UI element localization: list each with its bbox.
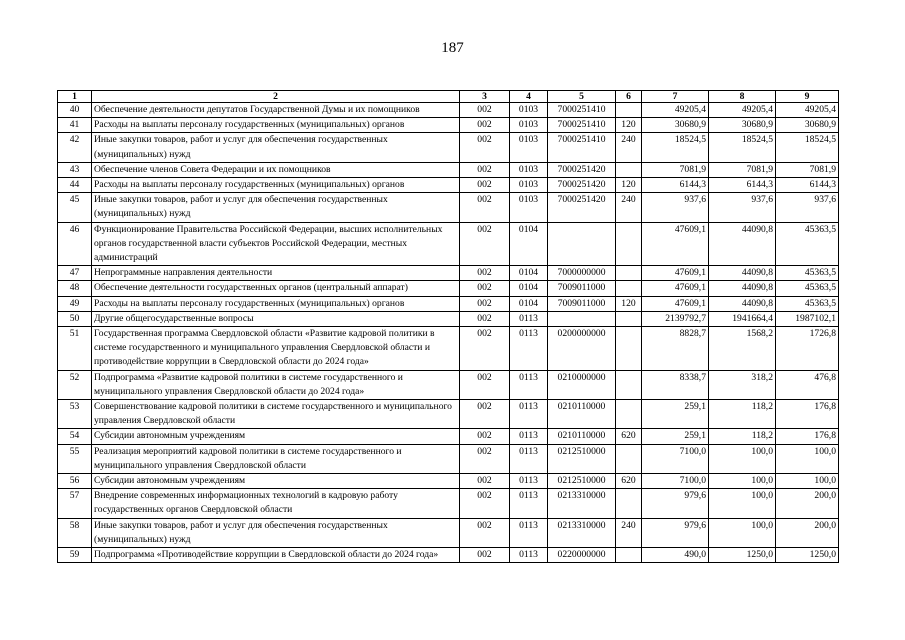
row-name: Субсидии автономным учреждениям — [92, 429, 460, 444]
table-row — [58, 133, 839, 162]
row-number: 59 — [58, 548, 92, 563]
target-article-code: 0210110000 — [548, 429, 616, 444]
amount-2: 318,2 — [709, 370, 776, 399]
column-header: 4 — [510, 91, 548, 103]
amount-3: 200,0 — [776, 489, 839, 518]
column-header: 7 — [642, 91, 709, 103]
amount-2: 44090,8 — [709, 296, 776, 311]
row-name: Иные закупки товаров, работ и услуг для обеспечения государственных (муниципальных) нужд — [92, 518, 460, 547]
table-row — [58, 296, 839, 311]
row-number: 45 — [58, 193, 92, 222]
amount-1: 47609,1 — [642, 222, 709, 266]
amount-1: 490,0 — [642, 548, 709, 563]
table-row — [58, 103, 839, 118]
expense-type-code — [616, 400, 642, 429]
row-name: Другие общегосударственные вопросы — [92, 311, 460, 326]
row-number: 40 — [58, 103, 92, 118]
row-name: Иные закупки товаров, работ и услуг для обеспечения государственных (муниципальных) нужд — [92, 133, 460, 162]
row-number: 49 — [58, 296, 92, 311]
table-row — [58, 162, 839, 177]
amount-3: 45363,5 — [776, 266, 839, 281]
table-header-row — [58, 91, 839, 103]
expense-type-code — [616, 222, 642, 266]
amount-2: 118,2 — [709, 400, 776, 429]
subsection-code: 0104 — [510, 281, 548, 296]
target-article-code: 7000251410 — [548, 133, 616, 162]
row-name: Обеспечение деятельности государственных органов (центральный аппарат) — [92, 281, 460, 296]
ministry-code: 002 — [460, 518, 510, 547]
amount-3: 476,8 — [776, 370, 839, 399]
amount-2: 100,0 — [709, 518, 776, 547]
target-article-code: 7000251420 — [548, 162, 616, 177]
ministry-code: 002 — [460, 103, 510, 118]
target-article-code — [548, 222, 616, 266]
ministry-code: 002 — [460, 296, 510, 311]
amount-3: 176,8 — [776, 400, 839, 429]
target-article-code: 7009011000 — [548, 296, 616, 311]
expense-type-code: 240 — [616, 133, 642, 162]
subsection-code: 0103 — [510, 133, 548, 162]
row-number: 50 — [58, 311, 92, 326]
target-article-code: 0210000000 — [548, 370, 616, 399]
amount-2: 7081,9 — [709, 162, 776, 177]
amount-1: 7081,9 — [642, 162, 709, 177]
subsection-code: 0103 — [510, 118, 548, 133]
row-number: 54 — [58, 429, 92, 444]
column-header: 8 — [709, 91, 776, 103]
table-row — [58, 222, 839, 266]
subsection-code: 0103 — [510, 103, 548, 118]
amount-3: 100,0 — [776, 444, 839, 473]
subsection-code: 0104 — [510, 296, 548, 311]
table-row — [58, 548, 839, 563]
ministry-code: 002 — [460, 281, 510, 296]
row-name: Расходы на выплаты персоналу государственных (муниципальных) органов — [92, 118, 460, 133]
row-number: 46 — [58, 222, 92, 266]
row-name: Обеспечение деятельности депутатов Государственной Думы и их помощников — [92, 103, 460, 118]
column-header: 1 — [58, 91, 92, 103]
expense-type-code: 120 — [616, 118, 642, 133]
amount-3: 200,0 — [776, 518, 839, 547]
row-number: 51 — [58, 327, 92, 371]
subsection-code: 0113 — [510, 489, 548, 518]
ministry-code: 002 — [460, 222, 510, 266]
table-body — [58, 103, 839, 563]
amount-3: 1987102,1 — [776, 311, 839, 326]
expense-type-code — [616, 281, 642, 296]
column-header: 9 — [776, 91, 839, 103]
expense-type-code: 620 — [616, 474, 642, 489]
expense-type-code — [616, 489, 642, 518]
amount-2: 49205,4 — [709, 103, 776, 118]
amount-3: 18524,5 — [776, 133, 839, 162]
amount-1: 8338,7 — [642, 370, 709, 399]
amount-2: 937,6 — [709, 193, 776, 222]
subsection-code: 0113 — [510, 370, 548, 399]
amount-2: 100,0 — [709, 444, 776, 473]
subsection-code: 0113 — [510, 311, 548, 326]
amount-3: 49205,4 — [776, 103, 839, 118]
subsection-code: 0113 — [510, 429, 548, 444]
target-article-code: 0212510000 — [548, 444, 616, 473]
amount-3: 6144,3 — [776, 178, 839, 193]
ministry-code: 002 — [460, 474, 510, 489]
target-article-code: 0200000000 — [548, 327, 616, 371]
target-article-code: 0212510000 — [548, 474, 616, 489]
amount-3: 176,8 — [776, 429, 839, 444]
table-row — [58, 281, 839, 296]
amount-3: 1726,8 — [776, 327, 839, 371]
amount-3: 7081,9 — [776, 162, 839, 177]
amount-1: 47609,1 — [642, 266, 709, 281]
row-number: 42 — [58, 133, 92, 162]
row-number: 58 — [58, 518, 92, 547]
subsection-code: 0113 — [510, 474, 548, 489]
target-article-code: 7009011000 — [548, 281, 616, 296]
amount-3: 30680,9 — [776, 118, 839, 133]
row-name: Расходы на выплаты персоналу государственных (муниципальных) органов — [92, 296, 460, 311]
table-row — [58, 266, 839, 281]
expense-type-code — [616, 162, 642, 177]
row-number: 43 — [58, 162, 92, 177]
amount-1: 47609,1 — [642, 296, 709, 311]
expense-type-code — [616, 311, 642, 326]
expense-type-code — [616, 370, 642, 399]
amount-2: 1250,0 — [709, 548, 776, 563]
amount-3: 45363,5 — [776, 296, 839, 311]
amount-1: 18524,5 — [642, 133, 709, 162]
column-header: 6 — [616, 91, 642, 103]
ministry-code: 002 — [460, 370, 510, 399]
expense-type-code: 240 — [616, 193, 642, 222]
ministry-code: 002 — [460, 311, 510, 326]
amount-2: 18524,5 — [709, 133, 776, 162]
amount-1: 979,6 — [642, 489, 709, 518]
amount-3: 45363,5 — [776, 222, 839, 266]
row-name: Непрограммные направления деятельности — [92, 266, 460, 281]
table-row — [58, 489, 839, 518]
amount-1: 259,1 — [642, 429, 709, 444]
subsection-code: 0103 — [510, 162, 548, 177]
target-article-code: 0220000000 — [548, 548, 616, 563]
expense-type-code: 620 — [616, 429, 642, 444]
table-row — [58, 518, 839, 547]
column-header: 3 — [460, 91, 510, 103]
amount-3: 100,0 — [776, 474, 839, 489]
target-article-code: 0213310000 — [548, 518, 616, 547]
row-name: Государственная программа Свердловской области «Развитие кадровой политики в системе государственного и муниципального управления Свердловской области и противодействие коррупции в Свердловской области до 2024 года» — [92, 327, 460, 371]
budget-table — [57, 90, 839, 563]
amount-1: 30680,9 — [642, 118, 709, 133]
amount-2: 100,0 — [709, 474, 776, 489]
subsection-code: 0104 — [510, 266, 548, 281]
table-row — [58, 311, 839, 326]
target-article-code: 7000251420 — [548, 193, 616, 222]
subsection-code: 0113 — [510, 518, 548, 547]
target-article-code: 0213310000 — [548, 489, 616, 518]
table-row — [58, 400, 839, 429]
subsection-code: 0104 — [510, 222, 548, 266]
expense-type-code — [616, 103, 642, 118]
amount-2: 44090,8 — [709, 266, 776, 281]
expense-type-code: 120 — [616, 296, 642, 311]
row-name: Подпрограмма «Противодействие коррупции в Свердловской области до 2024 года» — [92, 548, 460, 563]
row-name: Функционирование Правительства Российской Федерации, высших исполнительных органов государственной власти субъектов Российской Федерации, местных администраций — [92, 222, 460, 266]
subsection-code: 0113 — [510, 444, 548, 473]
column-header: 2 — [92, 91, 460, 103]
amount-2: 1568,2 — [709, 327, 776, 371]
table-row — [58, 444, 839, 473]
amount-1: 47609,1 — [642, 281, 709, 296]
amount-2: 1941664,4 — [709, 311, 776, 326]
ministry-code: 002 — [460, 178, 510, 193]
amount-1: 6144,3 — [642, 178, 709, 193]
amount-2: 6144,3 — [709, 178, 776, 193]
row-name: Обеспечение членов Совета Федерации и их помощников — [92, 162, 460, 177]
row-name: Иные закупки товаров, работ и услуг для обеспечения государственных (муниципальных) нужд — [92, 193, 460, 222]
expense-type-code: 120 — [616, 178, 642, 193]
page-number: 187 — [441, 40, 464, 56]
table-row — [58, 327, 839, 371]
ministry-code: 002 — [460, 133, 510, 162]
expense-type-code — [616, 327, 642, 371]
row-number: 57 — [58, 489, 92, 518]
row-name: Совершенствование кадровой политики в системе государственного и муниципального управления Свердловской области — [92, 400, 460, 429]
row-number: 48 — [58, 281, 92, 296]
amount-2: 118,2 — [709, 429, 776, 444]
amount-1: 49205,4 — [642, 103, 709, 118]
amount-3: 1250,0 — [776, 548, 839, 563]
amount-3: 45363,5 — [776, 281, 839, 296]
amount-2: 44090,8 — [709, 281, 776, 296]
amount-1: 2139792,7 — [642, 311, 709, 326]
row-name: Внедрение современных информационных технологий в кадровую работу государственных органов Свердловской области — [92, 489, 460, 518]
amount-1: 7100,0 — [642, 474, 709, 489]
target-article-code: 7000251410 — [548, 103, 616, 118]
row-number: 44 — [58, 178, 92, 193]
amount-3: 937,6 — [776, 193, 839, 222]
table-row — [58, 178, 839, 193]
target-article-code: 7000251410 — [548, 118, 616, 133]
ministry-code: 002 — [460, 266, 510, 281]
amount-2: 100,0 — [709, 489, 776, 518]
subsection-code: 0103 — [510, 178, 548, 193]
subsection-code: 0113 — [510, 400, 548, 429]
row-name: Реализация мероприятий кадровой политики в системе государственного и муниципального управления Свердловской области — [92, 444, 460, 473]
ministry-code: 002 — [460, 444, 510, 473]
row-number: 52 — [58, 370, 92, 399]
amount-1: 979,6 — [642, 518, 709, 547]
table-row — [58, 370, 839, 399]
ministry-code: 002 — [460, 489, 510, 518]
row-name: Субсидии автономным учреждениям — [92, 474, 460, 489]
amount-1: 937,6 — [642, 193, 709, 222]
amount-2: 44090,8 — [709, 222, 776, 266]
amount-2: 30680,9 — [709, 118, 776, 133]
row-number: 41 — [58, 118, 92, 133]
expense-type-code — [616, 444, 642, 473]
target-article-code — [548, 311, 616, 326]
expense-type-code — [616, 266, 642, 281]
target-article-code: 0210110000 — [548, 400, 616, 429]
subsection-code: 0103 — [510, 193, 548, 222]
row-name: Расходы на выплаты персоналу государственных (муниципальных) органов — [92, 178, 460, 193]
column-header: 5 — [548, 91, 616, 103]
row-number: 47 — [58, 266, 92, 281]
ministry-code: 002 — [460, 118, 510, 133]
row-number: 55 — [58, 444, 92, 473]
target-article-code: 7000251420 — [548, 178, 616, 193]
table-row — [58, 193, 839, 222]
table-row — [58, 118, 839, 133]
subsection-code: 0113 — [510, 548, 548, 563]
ministry-code: 002 — [460, 327, 510, 371]
ministry-code: 002 — [460, 429, 510, 444]
ministry-code: 002 — [460, 162, 510, 177]
target-article-code: 7000000000 — [548, 266, 616, 281]
row-number: 56 — [58, 474, 92, 489]
expense-type-code — [616, 548, 642, 563]
table-row — [58, 474, 839, 489]
ministry-code: 002 — [460, 548, 510, 563]
expense-type-code: 240 — [616, 518, 642, 547]
subsection-code: 0113 — [510, 327, 548, 371]
amount-1: 7100,0 — [642, 444, 709, 473]
row-name: Подпрограмма «Развитие кадровой политики в системе государственного и муниципального управления Свердловской области до 2024 года» — [92, 370, 460, 399]
amount-1: 259,1 — [642, 400, 709, 429]
table-row — [58, 429, 839, 444]
row-number: 53 — [58, 400, 92, 429]
amount-1: 8828,7 — [642, 327, 709, 371]
ministry-code: 002 — [460, 400, 510, 429]
ministry-code: 002 — [460, 193, 510, 222]
